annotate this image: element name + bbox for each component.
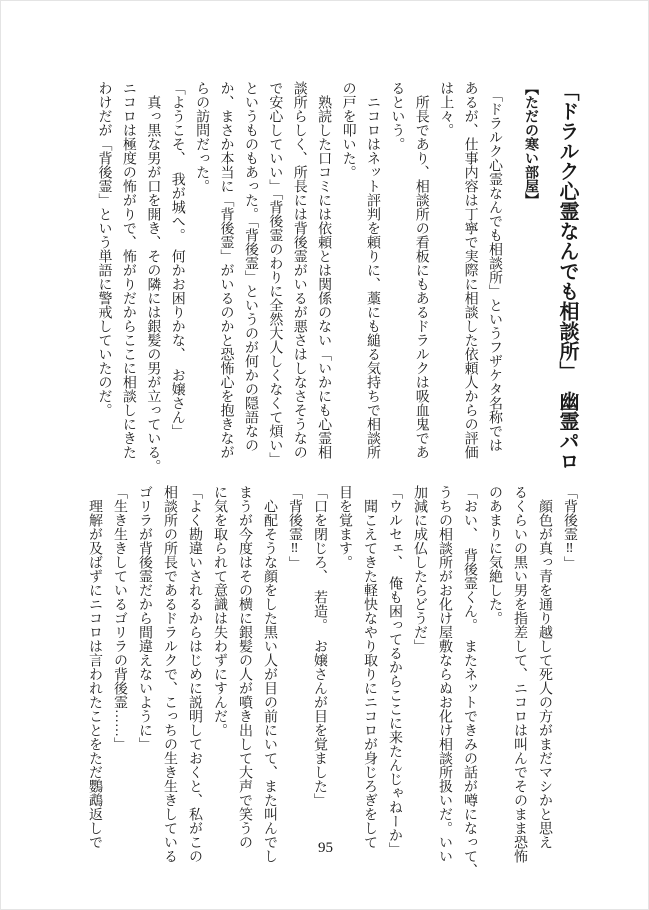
text-line: 「口を閉じろ、 若造。 お嬢さんが目を覚ました」 [312, 485, 327, 807]
text-line: 「ウルセェ、 俺も困ってるからここに来たんじゃねーか」 [387, 485, 402, 856]
text-line: というものもあった。「背後霊」というのが何かの隠語なの [242, 81, 258, 452]
text-line: 「ようこそ、 我が城へ。 何かお困りかな、 お嬢さん」 [169, 81, 185, 438]
text-line: ニコロは極度の怖がりで、怖がりだからここに相談しにきた [120, 81, 136, 459]
text-line: ニコロはネット評判を頼りに、藁にも縋る気持ちで相談所 [364, 81, 380, 459]
text-line: 聞こえてきた軽快なやり取りにニコロが身じろぎをして [362, 485, 377, 849]
text-line: 「生き生きしているゴリラの背後霊……」 [112, 485, 127, 751]
text-line: 「背後霊‼」 [562, 485, 577, 570]
text-line: るくらいの黒い男を指差して、ニコロは叫んでそのまま恐怖 [512, 485, 527, 863]
text-line: 加減に成仏したらどうだ」 [412, 485, 427, 653]
top-text-block [91, 81, 592, 479]
text-line: 所長であり、相談所の看板にもあるドラルクは吸血鬼であ [413, 81, 429, 459]
text-line: まうが今度はその横に銀髪の人が噴き出して大声で笑うの [237, 485, 252, 849]
top-lines [91, 81, 506, 479]
text-line: 心配そうな顔をした黒い人が目の前にいて、また叫んでし [262, 485, 277, 863]
text-line: うちの相談所がお化け屋敷ならぬお化け相談所扱いだ。いい [437, 485, 452, 863]
text-line: 「よく勘違いされるからはじめに説明しておくと、私がこの [187, 485, 202, 863]
text-line: 「おい、 背後霊くん。 またネットできみの話が噂になって、 [462, 485, 477, 877]
text-line: 顔色が真っ青を通り越して死人の方がまだマシかと思え [537, 485, 552, 849]
text-line: に気を取られて意識は失わずにすんだ。 [212, 485, 227, 737]
text-line: の戸を叩いた。 [340, 81, 356, 179]
text-line: 真っ黒な男が口を開き、その隣には銀髪の男が立っている。 [145, 81, 161, 473]
section-heading: 【ただの寒い部屋】 [523, 81, 538, 207]
text-line: 談所らしく、所長には背後霊がいるが悪さはしなさそうなの [291, 81, 307, 459]
text-line: わけだが「背後霊」という単語に警戒していたのだ。 [96, 81, 112, 417]
text-line: 理解が及ばずにニコロは言われたことをただ鸚鵡返しで [87, 485, 102, 849]
text-line: 熟読した口コミには依頼とは関係のない「いかにも心霊相 [316, 81, 332, 459]
text-line: らの訪問だった。 [194, 81, 210, 193]
text-line: のあまりに気絶した。 [487, 485, 502, 625]
story-title: 「ドラルク心霊なんでも相談所」 幽霊パロ [556, 81, 578, 471]
text-line: か、まさか本当に「背後霊」がいるのかと恐怖心を抱きなが [218, 81, 234, 459]
text-line: 「ドラルク心霊なんでも相談所」というフザケタ名称では [487, 81, 502, 452]
text-line: ゴリラが背後霊だから間違えないように」 [137, 485, 152, 751]
text-line: 目を覚ます。 [337, 485, 352, 569]
text-line: 相談所の所長であるドラルクで、こっちの生き生きしている [162, 485, 177, 863]
text-line: 「背後霊‼」 [287, 485, 302, 570]
text-line: で安心していい」「背後霊のわりに全然大人しくなくて煩い」 [267, 81, 283, 466]
page-number: 95 [318, 840, 333, 856]
text-line: あるが、仕事内容は丁寧で実際に相談した依頼人からの評価 [462, 81, 478, 459]
text-line: は上々。 [438, 81, 454, 137]
text-line: るという。 [389, 81, 405, 151]
